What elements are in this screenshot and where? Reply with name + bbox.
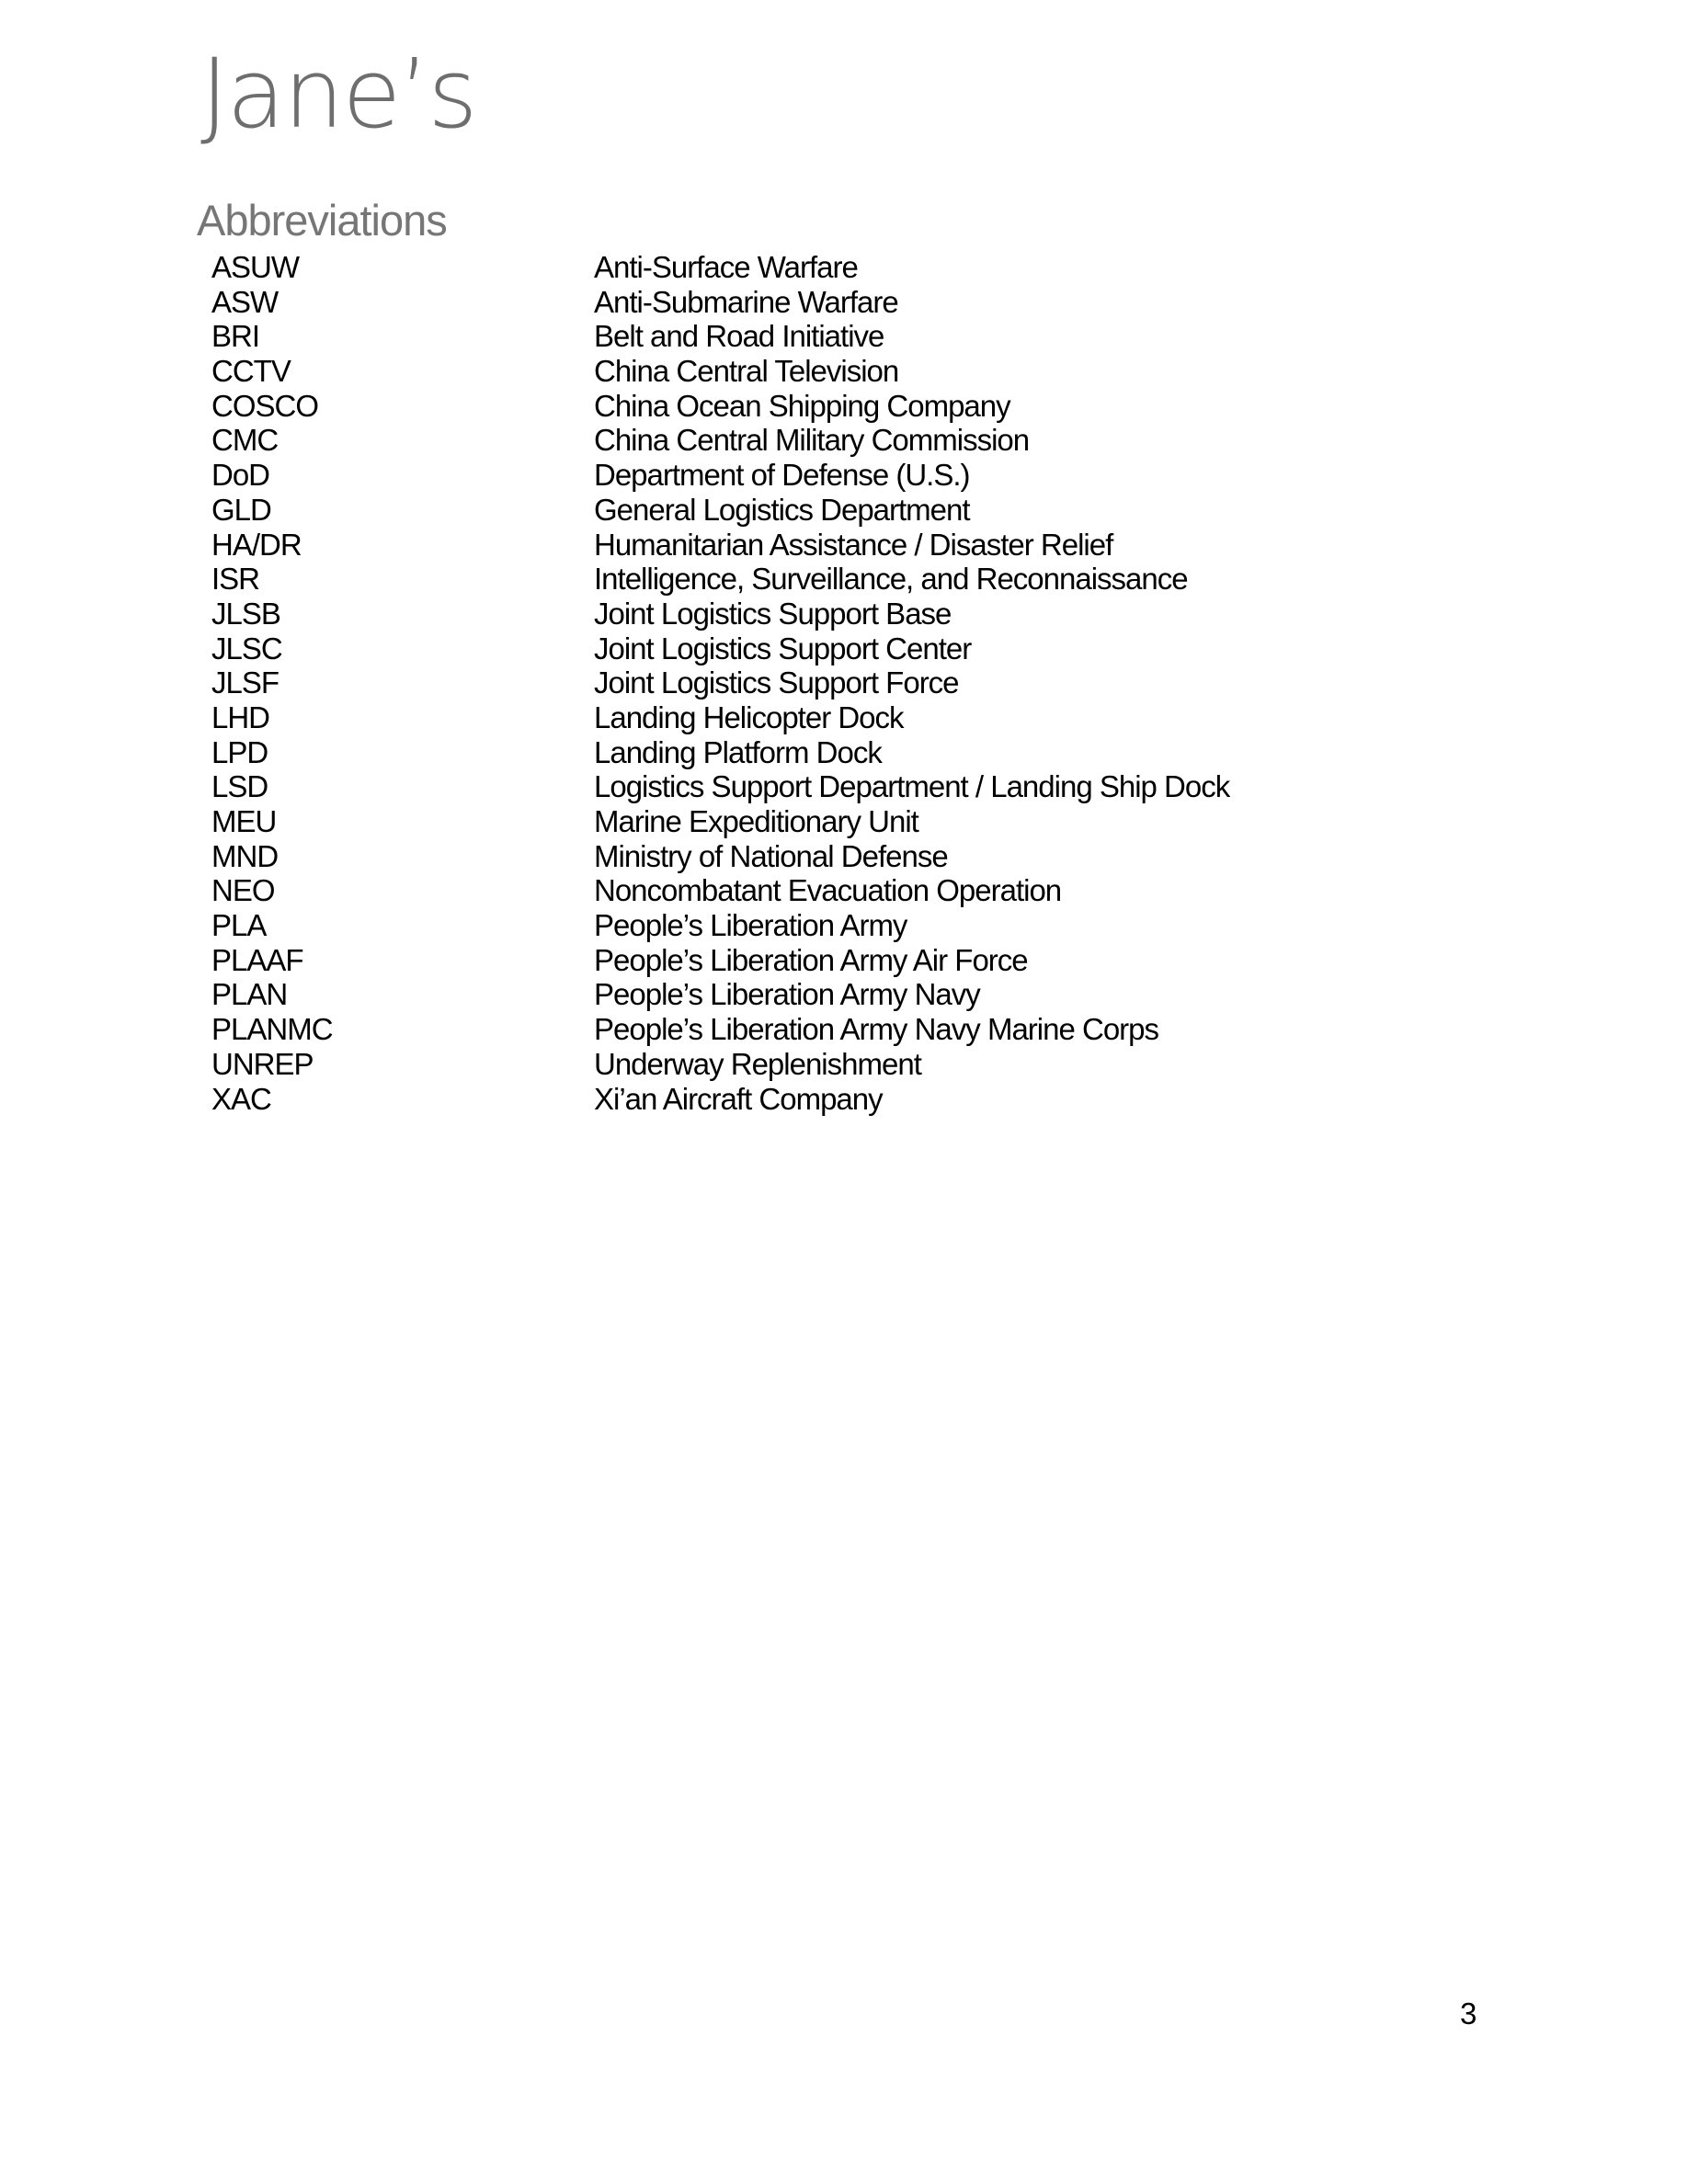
list-item [211, 873, 1315, 908]
list-item [211, 1082, 1315, 1117]
list-item [211, 250, 1315, 285]
list-item [211, 319, 1315, 354]
list-item [211, 735, 1315, 770]
abbreviation-definition: Humanitarian Assistance / Disaster Relief [594, 527, 1113, 562]
list-item [211, 354, 1315, 389]
abbreviation-definition: General Logistics Department [594, 492, 970, 527]
abbreviation-definition: Anti-Surface Warfare [594, 250, 858, 284]
abbreviation-term: PLAN [211, 977, 288, 1012]
page-number: 3 [1460, 1996, 1477, 2030]
abbreviation-term: JLSC [211, 631, 282, 665]
abbreviation-definition: People’s Liberation Army Navy Marine Corps [594, 1012, 1159, 1047]
list-item [211, 631, 1315, 666]
list-item [211, 943, 1315, 978]
abbreviation-definition: Joint Logistics Support Base [594, 596, 952, 631]
abbreviation-term: HA/DR [211, 527, 302, 562]
section-title: Abbreviations [197, 196, 447, 245]
list-item [211, 700, 1315, 735]
abbreviation-term: UNREP [211, 1046, 314, 1081]
abbreviation-definition: Underway Replenishment [594, 1046, 921, 1081]
abbreviation-definition: Noncombatant Evacuation Operation [594, 873, 1062, 908]
abbreviation-definition: Belt and Road Initiative [594, 319, 884, 354]
abbreviation-definition: Landing Platform Dock [594, 734, 882, 769]
abbreviation-term: CCTV [211, 354, 291, 389]
list-item [211, 804, 1315, 839]
abbreviation-definition: Logistics Support Department / Landing Ship Dock [594, 769, 1230, 804]
abbreviation-definition: China Central Television [594, 354, 899, 389]
abbreviation-term: ISR [211, 562, 260, 597]
list-item [211, 389, 1315, 424]
abbreviation-definition: People’s Liberation Army Navy [594, 977, 980, 1012]
abbreviation-term: ASW [211, 284, 279, 319]
abbreviation-definition: Xi’an Aircraft Company [594, 1081, 883, 1116]
abbreviation-list [211, 250, 1315, 1116]
list-item [211, 528, 1315, 563]
abbreviation-term: CMC [211, 423, 279, 458]
abbreviation-term: MEU [211, 804, 277, 838]
list-item [211, 458, 1315, 493]
abbreviation-term: GLD [211, 492, 271, 527]
abbreviation-term: DoD [211, 458, 270, 493]
list-item [211, 597, 1315, 631]
janes-logo: Jane’s [200, 38, 476, 150]
abbreviation-term: LSD [211, 769, 268, 804]
list-item [211, 1012, 1315, 1047]
list-item [211, 665, 1315, 700]
abbreviation-term: LHD [211, 700, 270, 734]
abbreviation-term: LPD [211, 734, 268, 769]
abbreviation-definition: Landing Helicopter Dock [594, 700, 904, 734]
list-item [211, 423, 1315, 458]
abbreviation-definition: Anti-Submarine Warfare [594, 284, 898, 319]
abbreviation-term: COSCO [211, 388, 319, 423]
list-item [211, 562, 1315, 597]
abbreviation-definition: Department of Defense (U.S.) [594, 458, 970, 493]
abbreviation-term: JLSF [211, 665, 279, 700]
abbreviation-definition: Joint Logistics Support Center [594, 631, 972, 665]
abbreviation-definition: Intelligence, Surveillance, and Reconnaissance [594, 562, 1188, 597]
abbreviation-term: MND [211, 838, 279, 873]
abbreviation-term: PLAAF [211, 942, 303, 977]
abbreviation-term: BRI [211, 319, 260, 354]
abbreviation-definition: China Ocean Shipping Company [594, 388, 1010, 423]
list-item [211, 908, 1315, 943]
list-item [211, 769, 1315, 804]
list-item [211, 839, 1315, 874]
abbreviation-term: NEO [211, 873, 275, 908]
abbreviation-definition: Joint Logistics Support Force [594, 665, 959, 700]
abbreviation-definition: People’s Liberation Army Air Force [594, 942, 1028, 977]
abbreviation-definition: Marine Expeditionary Unit [594, 804, 918, 838]
list-item [211, 977, 1315, 1012]
abbreviation-definition: People’s Liberation Army [594, 908, 907, 943]
abbreviation-term: XAC [211, 1081, 271, 1116]
abbreviation-term: ASUW [211, 250, 299, 284]
list-item [211, 285, 1315, 320]
abbreviation-term: JLSB [211, 596, 280, 631]
abbreviation-term: PLA [211, 908, 267, 943]
abbreviation-definition: China Central Military Commission [594, 423, 1030, 458]
abbreviation-term: PLANMC [211, 1012, 333, 1047]
list-item [211, 493, 1315, 528]
list-item [211, 1047, 1315, 1082]
abbreviation-definition: Ministry of National Defense [594, 838, 948, 873]
